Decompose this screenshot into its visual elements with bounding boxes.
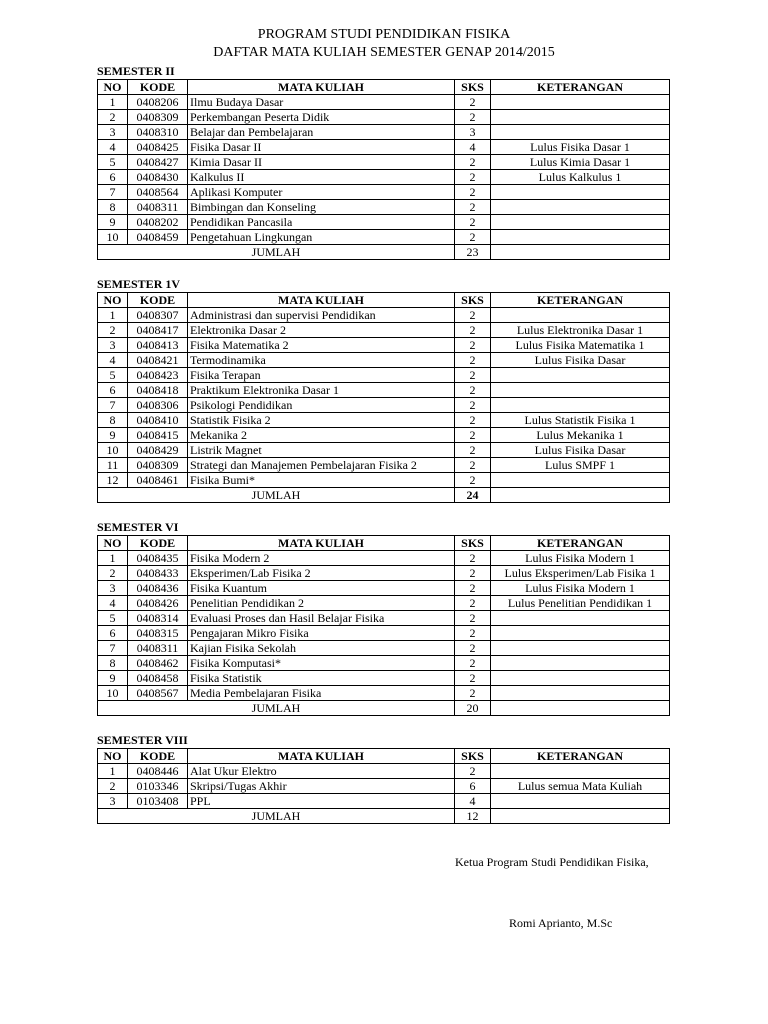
table-row	[98, 368, 670, 383]
cell-kode: 0408567	[128, 686, 188, 701]
table-row	[98, 170, 670, 185]
cell-kode: 0408435	[128, 551, 188, 566]
cell-no: 1	[98, 95, 128, 110]
cell-no: 6	[98, 383, 128, 398]
cell-mata-kuliah: Belajar dan Pembelajaran	[188, 125, 455, 140]
cell-sks: 2	[455, 353, 491, 368]
cell-mata-kuliah: Praktikum Elektronika Dasar 1	[188, 383, 455, 398]
cell-kode: 0408418	[128, 383, 188, 398]
cell-keterangan: Lulus Kalkulus 1	[491, 170, 670, 185]
cell-sks: 2	[455, 551, 491, 566]
cell-kode: 0408315	[128, 626, 188, 641]
table-row	[98, 458, 670, 473]
cell-kode: 0408311	[128, 641, 188, 656]
table-row	[98, 353, 670, 368]
cell-keterangan	[491, 671, 670, 686]
cell-no: 7	[98, 398, 128, 413]
cell-kode: 0408427	[128, 155, 188, 170]
cell-no: 10	[98, 686, 128, 701]
total-empty-cell	[491, 809, 670, 824]
col-header-kode: KODE	[128, 293, 188, 308]
table-row	[98, 611, 670, 626]
cell-kode: 0408433	[128, 566, 188, 581]
cell-mata-kuliah: Ilmu Budaya Dasar	[188, 95, 455, 110]
cell-sks: 2	[455, 473, 491, 488]
cell-mata-kuliah: Termodinamika	[188, 353, 455, 368]
col-header-kode: KODE	[128, 536, 188, 551]
cell-sks: 2	[455, 686, 491, 701]
table-row	[98, 230, 670, 245]
cell-sks: 2	[455, 368, 491, 383]
total-sks: 23	[455, 245, 491, 260]
col-header-mata-kuliah: MATA KULIAH	[188, 80, 455, 95]
cell-keterangan: Lulus Mekanika 1	[491, 428, 670, 443]
cell-mata-kuliah: Media Pembelajaran Fisika	[188, 686, 455, 701]
cell-kode: 0408426	[128, 596, 188, 611]
cell-keterangan: Lulus Fisika Modern 1	[491, 581, 670, 596]
cell-sks: 2	[455, 338, 491, 353]
cell-kode: 0408206	[128, 95, 188, 110]
cell-mata-kuliah: Evaluasi Proses dan Hasil Belajar Fisika	[188, 611, 455, 626]
cell-keterangan: Lulus Kimia Dasar 1	[491, 155, 670, 170]
cell-mata-kuliah: Elektronika Dasar 2	[188, 323, 455, 338]
cell-keterangan: Lulus Fisika Matematika 1	[491, 338, 670, 353]
cell-keterangan	[491, 473, 670, 488]
table-row	[98, 155, 670, 170]
cell-no: 2	[98, 566, 128, 581]
cell-mata-kuliah: Penelitian Pendidikan 2	[188, 596, 455, 611]
course-table	[97, 292, 670, 503]
cell-sks: 2	[455, 95, 491, 110]
col-header-sks: SKS	[455, 749, 491, 764]
cell-no: 5	[98, 155, 128, 170]
cell-kode: 0408429	[128, 443, 188, 458]
cell-keterangan	[491, 626, 670, 641]
cell-mata-kuliah: Pengetahuan Lingkungan	[188, 230, 455, 245]
cell-no: 6	[98, 170, 128, 185]
table-row	[98, 443, 670, 458]
total-row	[98, 245, 670, 260]
total-empty-cell	[491, 488, 670, 503]
cell-kode: 0408430	[128, 170, 188, 185]
cell-kode: 0408309	[128, 110, 188, 125]
table-header-row	[98, 749, 670, 764]
cell-sks: 2	[455, 764, 491, 779]
col-header-mata-kuliah: MATA KULIAH	[188, 749, 455, 764]
semester-label: SEMESTER II	[97, 64, 175, 78]
course-table	[97, 748, 670, 824]
col-header-mata-kuliah: MATA KULIAH	[188, 293, 455, 308]
cell-keterangan	[491, 368, 670, 383]
col-header-no: NO	[98, 80, 128, 95]
cell-mata-kuliah: Skripsi/Tugas Akhir	[188, 779, 455, 794]
cell-mata-kuliah: Statistik Fisika 2	[188, 413, 455, 428]
cell-no: 4	[98, 140, 128, 155]
cell-mata-kuliah: Strategi dan Manajemen Pembelajaran Fisika 2	[188, 458, 455, 473]
cell-mata-kuliah: Perkembangan Peserta Didik	[188, 110, 455, 125]
cell-no: 3	[98, 581, 128, 596]
cell-sks: 2	[455, 641, 491, 656]
col-header-kode: KODE	[128, 749, 188, 764]
total-row	[98, 488, 670, 503]
cell-sks: 3	[455, 125, 491, 140]
cell-sks: 4	[455, 794, 491, 809]
total-label: JUMLAH	[98, 488, 455, 503]
col-header-no: NO	[98, 749, 128, 764]
cell-no: 10	[98, 230, 128, 245]
cell-kode: 0408458	[128, 671, 188, 686]
table-row	[98, 779, 670, 794]
total-row	[98, 809, 670, 824]
cell-no: 2	[98, 779, 128, 794]
semester-section	[97, 733, 669, 824]
cell-keterangan	[491, 611, 670, 626]
cell-mata-kuliah: Fisika Kuantum	[188, 581, 455, 596]
cell-keterangan	[491, 200, 670, 215]
cell-mata-kuliah: Psikologi Pendidikan	[188, 398, 455, 413]
cell-no: 10	[98, 443, 128, 458]
cell-no: 11	[98, 458, 128, 473]
col-header-no: NO	[98, 293, 128, 308]
col-header-mata-kuliah: MATA KULIAH	[188, 536, 455, 551]
table-row	[98, 656, 670, 671]
cell-sks: 2	[455, 200, 491, 215]
table-row	[98, 671, 670, 686]
total-sks: 20	[455, 701, 491, 716]
cell-kode: 0408413	[128, 338, 188, 353]
col-header-keterangan: KETERANGAN	[491, 80, 670, 95]
table-row	[98, 764, 670, 779]
cell-keterangan: Lulus Statistik Fisika 1	[491, 413, 670, 428]
cell-keterangan: Lulus Fisika Dasar	[491, 353, 670, 368]
cell-kode: 0408436	[128, 581, 188, 596]
document-title: PROGRAM STUDI PENDIDIKAN FISIKA	[257, 27, 511, 42]
cell-kode: 0408417	[128, 323, 188, 338]
cell-keterangan: Lulus Fisika Dasar	[491, 443, 670, 458]
cell-sks: 2	[455, 155, 491, 170]
cell-sks: 2	[455, 458, 491, 473]
table-row	[98, 383, 670, 398]
cell-keterangan: Lulus Fisika Modern 1	[491, 551, 670, 566]
cell-keterangan	[491, 185, 670, 200]
cell-no: 2	[98, 323, 128, 338]
cell-sks: 4	[455, 140, 491, 155]
table-row	[98, 200, 670, 215]
cell-keterangan: Lulus Eksperimen/Lab Fisika 1	[491, 566, 670, 581]
cell-no: 9	[98, 215, 128, 230]
table-row	[98, 473, 670, 488]
cell-mata-kuliah: Fisika Matematika 2	[188, 338, 455, 353]
signature-role: Ketua Program Studi Pendidikan Fisika,	[455, 855, 649, 869]
cell-no: 3	[98, 338, 128, 353]
cell-kode: 0408314	[128, 611, 188, 626]
total-label: JUMLAH	[98, 245, 455, 260]
cell-sks: 2	[455, 566, 491, 581]
cell-kode: 0408311	[128, 200, 188, 215]
document-subtitle: DAFTAR MATA KULIAH SEMESTER GENAP 2014/2015	[213, 45, 555, 60]
cell-no: 9	[98, 671, 128, 686]
cell-no: 3	[98, 125, 128, 140]
cell-mata-kuliah: Administrasi dan supervisi Pendidikan	[188, 308, 455, 323]
table-row	[98, 140, 670, 155]
cell-keterangan	[491, 95, 670, 110]
total-empty-cell	[491, 245, 670, 260]
table-header-row	[98, 536, 670, 551]
cell-sks: 2	[455, 413, 491, 428]
cell-kode: 0408425	[128, 140, 188, 155]
cell-no: 1	[98, 551, 128, 566]
cell-no: 5	[98, 368, 128, 383]
table-header-row	[98, 293, 670, 308]
cell-no: 8	[98, 656, 128, 671]
cell-kode: 0103408	[128, 794, 188, 809]
semester-label: SEMESTER VIII	[97, 733, 188, 747]
cell-keterangan	[491, 764, 670, 779]
total-label: JUMLAH	[98, 701, 455, 716]
cell-keterangan	[491, 125, 670, 140]
cell-kode: 0408461	[128, 473, 188, 488]
cell-sks: 2	[455, 308, 491, 323]
cell-mata-kuliah: Fisika Modern 2	[188, 551, 455, 566]
cell-mata-kuliah: Fisika Dasar II	[188, 140, 455, 155]
cell-no: 9	[98, 428, 128, 443]
total-empty-cell	[491, 701, 670, 716]
cell-sks: 2	[455, 581, 491, 596]
table-row	[98, 686, 670, 701]
cell-keterangan	[491, 230, 670, 245]
cell-sks: 2	[455, 110, 491, 125]
cell-sks: 2	[455, 443, 491, 458]
cell-mata-kuliah: PPL	[188, 794, 455, 809]
cell-sks: 2	[455, 611, 491, 626]
cell-sks: 2	[455, 185, 491, 200]
cell-keterangan: Lulus semua Mata Kuliah	[491, 779, 670, 794]
table-row	[98, 641, 670, 656]
col-header-kode: KODE	[128, 80, 188, 95]
total-sks: 12	[455, 809, 491, 824]
table-row	[98, 794, 670, 809]
cell-no: 4	[98, 353, 128, 368]
col-header-sks: SKS	[455, 293, 491, 308]
cell-kode: 0408415	[128, 428, 188, 443]
table-row	[98, 428, 670, 443]
cell-kode: 0408306	[128, 398, 188, 413]
col-header-keterangan: KETERANGAN	[491, 749, 670, 764]
cell-mata-kuliah: Fisika Statistik	[188, 671, 455, 686]
cell-kode: 0408202	[128, 215, 188, 230]
cell-sks: 2	[455, 626, 491, 641]
table-row	[98, 596, 670, 611]
total-sks: 24	[455, 488, 491, 503]
cell-keterangan	[491, 794, 670, 809]
table-row	[98, 215, 670, 230]
cell-kode: 0408459	[128, 230, 188, 245]
cell-keterangan: Lulus SMPF 1	[491, 458, 670, 473]
cell-keterangan	[491, 383, 670, 398]
cell-sks: 2	[455, 230, 491, 245]
cell-kode: 0408446	[128, 764, 188, 779]
table-header-row	[98, 80, 670, 95]
cell-sks: 2	[455, 428, 491, 443]
cell-mata-kuliah: Eksperimen/Lab Fisika 2	[188, 566, 455, 581]
table-row	[98, 413, 670, 428]
cell-no: 1	[98, 308, 128, 323]
cell-mata-kuliah: Aplikasi Komputer	[188, 185, 455, 200]
total-row	[98, 701, 670, 716]
cell-kode: 0408423	[128, 368, 188, 383]
cell-sks: 2	[455, 170, 491, 185]
cell-sks: 2	[455, 398, 491, 413]
cell-mata-kuliah: Fisika Terapan	[188, 368, 455, 383]
table-row	[98, 398, 670, 413]
semester-section	[97, 277, 669, 503]
table-row	[98, 566, 670, 581]
cell-keterangan: Lulus Fisika Dasar 1	[491, 140, 670, 155]
cell-no: 7	[98, 641, 128, 656]
cell-kode: 0408421	[128, 353, 188, 368]
cell-mata-kuliah: Pendidikan Pancasila	[188, 215, 455, 230]
table-row	[98, 626, 670, 641]
cell-mata-kuliah: Kimia Dasar II	[188, 155, 455, 170]
col-header-no: NO	[98, 536, 128, 551]
col-header-keterangan: KETERANGAN	[491, 293, 670, 308]
cell-keterangan	[491, 215, 670, 230]
cell-keterangan	[491, 308, 670, 323]
cell-sks: 2	[455, 323, 491, 338]
cell-no: 6	[98, 626, 128, 641]
table-row	[98, 581, 670, 596]
cell-sks: 2	[455, 671, 491, 686]
table-row	[98, 125, 670, 140]
cell-mata-kuliah: Bimbingan dan Konseling	[188, 200, 455, 215]
semester-label: SEMESTER 1V	[97, 277, 181, 291]
cell-mata-kuliah: Mekanika 2	[188, 428, 455, 443]
table-row	[98, 308, 670, 323]
cell-no: 8	[98, 200, 128, 215]
cell-no: 2	[98, 110, 128, 125]
cell-keterangan	[491, 656, 670, 671]
cell-kode: 0408309	[128, 458, 188, 473]
cell-mata-kuliah: Fisika Komputasi*	[188, 656, 455, 671]
cell-kode: 0103346	[128, 779, 188, 794]
cell-no: 7	[98, 185, 128, 200]
cell-keterangan	[491, 398, 670, 413]
cell-keterangan: Lulus Penelitian Pendidikan 1	[491, 596, 670, 611]
semester-section	[97, 520, 669, 716]
cell-mata-kuliah: Pengajaran Mikro Fisika	[188, 626, 455, 641]
cell-sks: 2	[455, 596, 491, 611]
cell-sks: 2	[455, 656, 491, 671]
col-header-sks: SKS	[455, 80, 491, 95]
semester-section	[97, 64, 669, 260]
total-label: JUMLAH	[98, 809, 455, 824]
cell-mata-kuliah: Kajian Fisika Sekolah	[188, 641, 455, 656]
cell-keterangan	[491, 110, 670, 125]
cell-sks: 2	[455, 215, 491, 230]
cell-mata-kuliah: Listrik Magnet	[188, 443, 455, 458]
cell-no: 3	[98, 794, 128, 809]
course-table	[97, 79, 670, 260]
cell-sks: 2	[455, 383, 491, 398]
cell-mata-kuliah: Kalkulus II	[188, 170, 455, 185]
col-header-keterangan: KETERANGAN	[491, 536, 670, 551]
table-row	[98, 323, 670, 338]
signature-name: Romi Aprianto, M.Sc	[509, 916, 613, 930]
cell-kode: 0408310	[128, 125, 188, 140]
table-row	[98, 338, 670, 353]
cell-no: 5	[98, 611, 128, 626]
cell-no: 12	[98, 473, 128, 488]
cell-no: 8	[98, 413, 128, 428]
cell-keterangan: Lulus Elektronika Dasar 1	[491, 323, 670, 338]
table-row	[98, 551, 670, 566]
semester-label: SEMESTER VI	[97, 520, 179, 534]
cell-kode: 0408307	[128, 308, 188, 323]
cell-kode: 0408410	[128, 413, 188, 428]
cell-no: 4	[98, 596, 128, 611]
course-table	[97, 535, 670, 716]
cell-no: 1	[98, 764, 128, 779]
table-row	[98, 95, 670, 110]
cell-kode: 0408564	[128, 185, 188, 200]
cell-sks: 6	[455, 779, 491, 794]
table-row	[98, 185, 670, 200]
col-header-sks: SKS	[455, 536, 491, 551]
table-row	[98, 110, 670, 125]
cell-keterangan	[491, 686, 670, 701]
cell-kode: 0408462	[128, 656, 188, 671]
cell-keterangan	[491, 641, 670, 656]
cell-mata-kuliah: Fisika Bumi*	[188, 473, 455, 488]
cell-mata-kuliah: Alat Ukur Elektro	[188, 764, 455, 779]
